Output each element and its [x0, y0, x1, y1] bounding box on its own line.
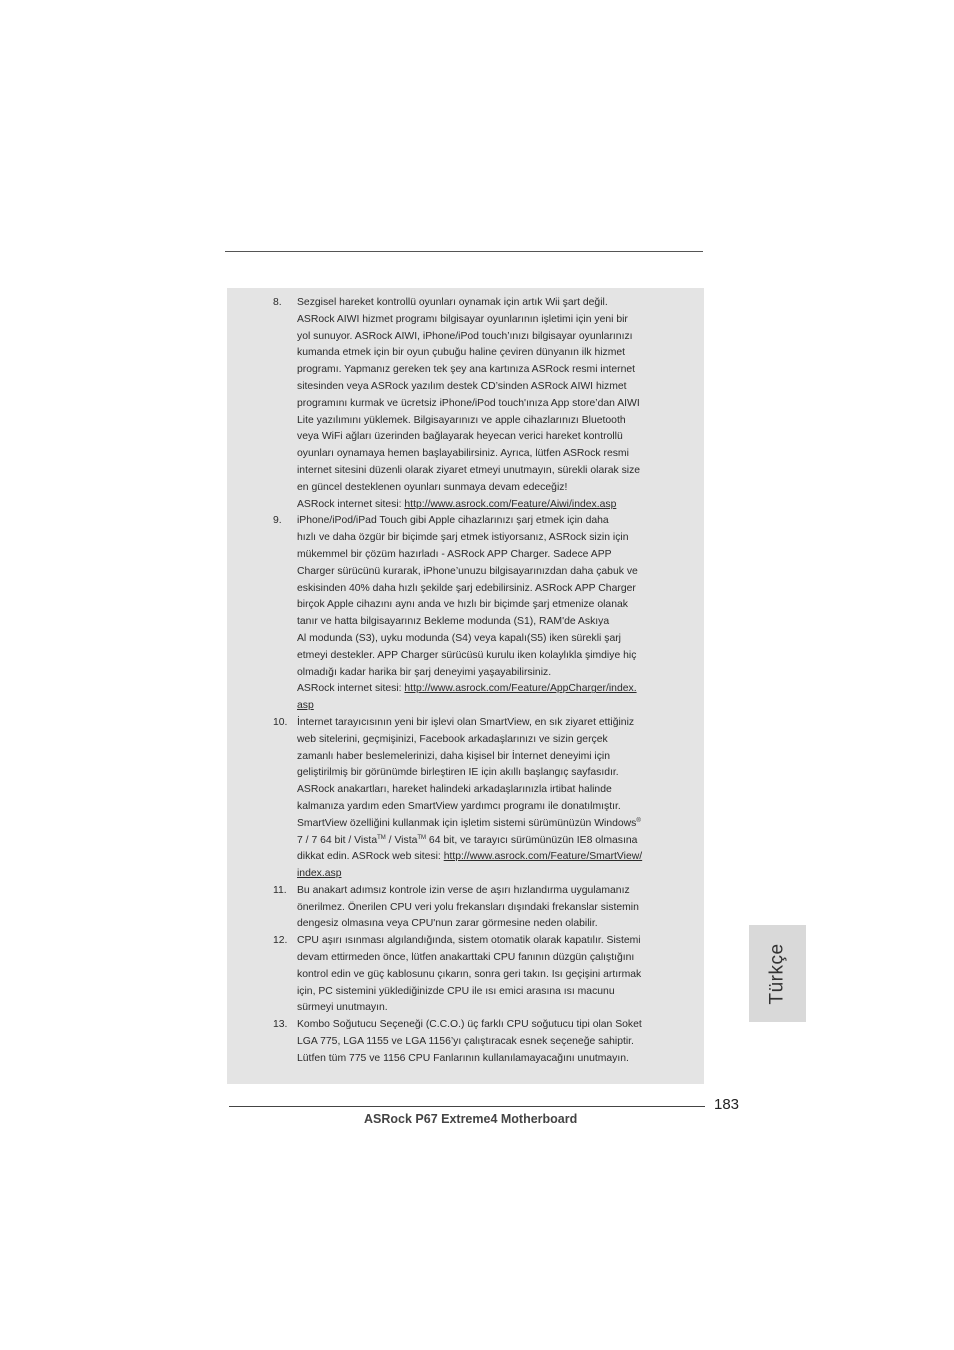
text-line: LGA 775, LGA 1155 ve LGA 1156’yı çalıştıracak esnek seçeneğe sahiptir. — [297, 1036, 634, 1048]
text-line: CPU aşırı ısınması algılandığında, sistem otomatik olarak kapatılır. Sistemi — [297, 935, 641, 947]
appcharger-link[interactable]: http://www.asrock.com/Feature/AppCharger/index. — [404, 683, 637, 695]
text-line: en güncel desteklenen oyunları sunmaya devam edeceğiz! — [297, 481, 568, 493]
page-number: 183 — [714, 1096, 740, 1113]
website-line-continued — [297, 698, 672, 715]
text-line — [297, 833, 672, 850]
trademark-mark: TM — [377, 834, 386, 841]
notes-list — [227, 295, 704, 1068]
language-label: Türkçe — [766, 942, 788, 1005]
text-line: devam ettirmeden önce, lütfen anakarttaki CPU fanının düzgün çalıştığını — [297, 952, 635, 964]
list-item-10 — [227, 715, 704, 883]
site-label: dikkat edin. ASRock web sitesi: — [297, 851, 444, 863]
aiwi-link[interactable]: http://www.asrock.com/Feature/Aiwi/index.asp — [404, 498, 617, 510]
text-fragment: SmartView özelliğini kullanmak için işletim sistemi sürümünüzün Windows — [297, 817, 637, 829]
list-item-12 — [227, 933, 704, 1017]
text-line: olmadığı kadar harika bir şarj deneyimi yaşayabilirsiniz. — [297, 666, 552, 678]
text-fragment: 7 / 7 64 bit / Vista — [297, 834, 378, 846]
text-line: İnternet tarayıcısının yeni bir işlevi olan SmartView, en sık ziyaret ettiğiniz — [297, 716, 635, 728]
text-line: Kombo Soğutucu Seçeneği (C.C.O.) üç farklı CPU soğutucu tipi olan Soket — [297, 1019, 642, 1031]
text-line: mükemmel bir çözüm hazırladı - ASRock APP Charger. Sadece APP — [297, 548, 612, 560]
list-item-11 — [227, 883, 704, 933]
text-line: zamanlı haber beslemelerinizi, daha kişisel bir İnternet deneyimi için — [297, 750, 611, 762]
text-line: dengesiz olmasına veya CPU'nun zarar görmesine neden olabilir. — [297, 918, 598, 930]
text-line: ASRock anakartları, hareket halindeki arkadaşlarınızla irtibat halinde — [297, 784, 612, 796]
text-line: Al modunda (S3), uyku modunda (S4) veya kapalı(S5) iken sürekli şarj — [297, 632, 621, 644]
smartview-link-end[interactable]: index.asp — [297, 868, 342, 880]
footer-title: ASRock P67 Extreme4 Motherboard — [364, 1112, 578, 1126]
text-line: hızlı ve daha özgür bir biçimde şarj etmek istiyorsanız, ASRock sizin için — [297, 532, 629, 544]
item-number: 11. — [273, 884, 287, 896]
text-line: Lite yazılımını yüklemek. Bilgisayarınızı ve apple cihazlarınızı Bluetooth — [297, 414, 626, 426]
text-line: birçok Apple cihazını aynı anda ve hızlı bir biçimde şarj etmenize olanak — [297, 599, 628, 611]
appcharger-link-end[interactable]: asp — [297, 700, 314, 712]
site-label: ASRock internet sitesi: — [297, 498, 405, 510]
content-box — [227, 288, 704, 1084]
text-line: Lütfen tüm 775 ve 1156 CPU Fanlarının kullanılamayacağını unutmayın. — [297, 1052, 629, 1064]
item-number: 8. — [273, 297, 282, 308]
list-item-13 — [227, 1017, 704, 1067]
text-line: oyunları oynamaya hemen başlayabilirsiniz. Ayrıca, lütfen ASRock resmi — [297, 448, 629, 460]
item-number: 10. — [273, 716, 288, 728]
text-line: eskisinden 40% daha hızlı şekilde şarj edebilirsiniz. ASRock APP Charger — [297, 582, 636, 594]
text-line: için, PC sistemini yüklediğinizde CPU ile ısı emici arasına ısı macunu — [297, 985, 615, 997]
text-fragment: / Vista — [385, 834, 418, 846]
smartview-link[interactable]: http://www.asrock.com/Feature/SmartView/ — [443, 851, 643, 863]
text-line: kontrol edin ve güç kablosunu çıkarın, sonra geri takın. Isı geçişini artırmak — [297, 968, 642, 980]
text-line: programını kurmak ve ücretsiz iPhone/iPod touch'ınıza App store’dan AIWI — [297, 397, 640, 409]
bottom-rule — [229, 1106, 705, 1107]
item-number: 13. — [273, 1019, 288, 1031]
text-line: geliştirilmiş bir görünümde birleştiren IE için akıllı başlangıç sayfasıdır. — [297, 767, 619, 779]
text-line: iPhone/iPod/iPad Touch gibi Apple cihazlarınızı şarj etmek için daha — [297, 515, 609, 527]
trademark-mark: TM — [417, 834, 427, 841]
website-line — [297, 681, 672, 698]
text-line: sitesinden veya ASRock yazılım destek CD’sinden ASRock AIWI hizmet — [297, 380, 627, 392]
list-item-9 — [227, 513, 704, 715]
text-line: yol sunuyor. ASRock AIWI, iPhone/iPod touch’ınızı bilgisayar oyunlarınızı — [297, 330, 633, 342]
item-number: 9. — [273, 515, 282, 527]
site-label: ASRock internet sitesi: — [297, 683, 405, 695]
website-line-continued — [297, 866, 672, 883]
website-line — [297, 497, 672, 514]
text-line: kumanda etmek için bir oyun çubuğu haline çeviren dünyanın ilk hizmet — [297, 347, 626, 359]
top-rule — [225, 251, 703, 252]
text-line: internet sitesini düzenli olarak ziyaret etmeyi unutmayın, sürekli olarak size — [297, 464, 641, 476]
text-line: ASRock AIWI hizmet programı bilgisayar oyunlarının işletimi için yeni bir — [297, 313, 628, 325]
text-line: veya WiFi ağları üzerinden bağlayarak heyecan verici hareket kontrollü — [297, 431, 623, 443]
text-line: önerilmez. Önerilen CPU veri yolu frekansları dışındaki frekanslar sistemin — [297, 901, 639, 913]
text-fragment: 64 bit, ve tarayıcı sürümünüzün IE8 olmasına — [426, 834, 638, 846]
website-line — [297, 849, 672, 866]
language-side-tab — [749, 925, 806, 1022]
text-line — [297, 816, 672, 833]
text-line: kalmanıza yardım eden SmartView yardımcı programı ile donatılmıştır. — [297, 800, 621, 812]
text-line: Charger sürücünü kurarak, iPhone’unuzu bilgisayarınızdan daha çabuk ve — [297, 565, 638, 577]
text-line: web sitelerini, geçmişinizi, Facebook arkadaşlarınızı ve sizin gerçek — [297, 733, 608, 745]
text-line: etmeyi destekler. APP Charger sürücüsü kurulu iken kolaylıkla şimdiye hiç — [297, 649, 637, 661]
text-line: sürmeyi unutmayın. — [297, 1002, 388, 1014]
item-number: 12. — [273, 935, 288, 947]
text-line: Sezgisel hareket kontrollü oyunları oynamak için artık Wii şart değil. — [297, 297, 608, 308]
list-item-8 — [227, 295, 704, 513]
registered-mark: ® — [636, 817, 641, 824]
text-line: tanır ve hatta bilgisayarınız Bekleme modunda (S1), RAM'de Askıya — [297, 616, 610, 628]
text-line: programı. Yapmanız gereken tek şey ana kartınıza ASRock resmi internet — [297, 364, 636, 376]
text-line: Bu anakart adımsız kontrole izin verse de aşırı hızlandırma uygulamanız — [297, 884, 630, 896]
